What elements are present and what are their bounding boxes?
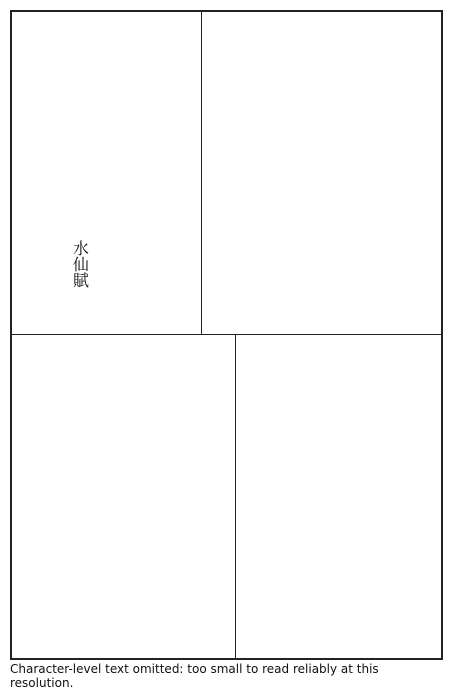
- text-column: [99, 18, 119, 328]
- text-column: [99, 341, 119, 652]
- page-frame: [10, 10, 443, 660]
- text-column: [256, 341, 276, 652]
- text-column: [360, 18, 380, 328]
- text-column: [308, 341, 328, 652]
- title-block: [59, 240, 99, 288]
- text-column: [151, 18, 171, 328]
- text-column: [256, 18, 276, 328]
- text-column: [203, 18, 223, 328]
- text-column: [46, 341, 66, 652]
- text-column: [20, 341, 40, 652]
- text-column: [282, 18, 302, 328]
- text-column: [413, 341, 433, 652]
- text-column: [413, 18, 433, 328]
- text-column: [334, 18, 354, 328]
- text-column: [230, 18, 250, 328]
- text-column: [72, 341, 92, 652]
- text-column: [151, 341, 171, 652]
- page-title: 水仙賦: [70, 240, 90, 288]
- text-column: [125, 18, 145, 328]
- text-column: [203, 341, 223, 652]
- text-column: [177, 341, 197, 652]
- text-column: [360, 341, 380, 652]
- text-column: [334, 341, 354, 652]
- transcription-note: Character-level text omitted: too small to read reliably at this resolution.: [10, 662, 379, 690]
- text-column: [230, 341, 250, 652]
- text-column: [387, 341, 407, 652]
- bottom-half: [12, 335, 441, 658]
- text-column: [308, 18, 328, 328]
- footer: [10, 662, 443, 690]
- text-column: [125, 341, 145, 652]
- bottom-columns: [20, 341, 433, 652]
- text-column: [282, 341, 302, 652]
- text-column: [20, 18, 40, 328]
- text-column: [387, 18, 407, 328]
- text-column: [177, 18, 197, 328]
